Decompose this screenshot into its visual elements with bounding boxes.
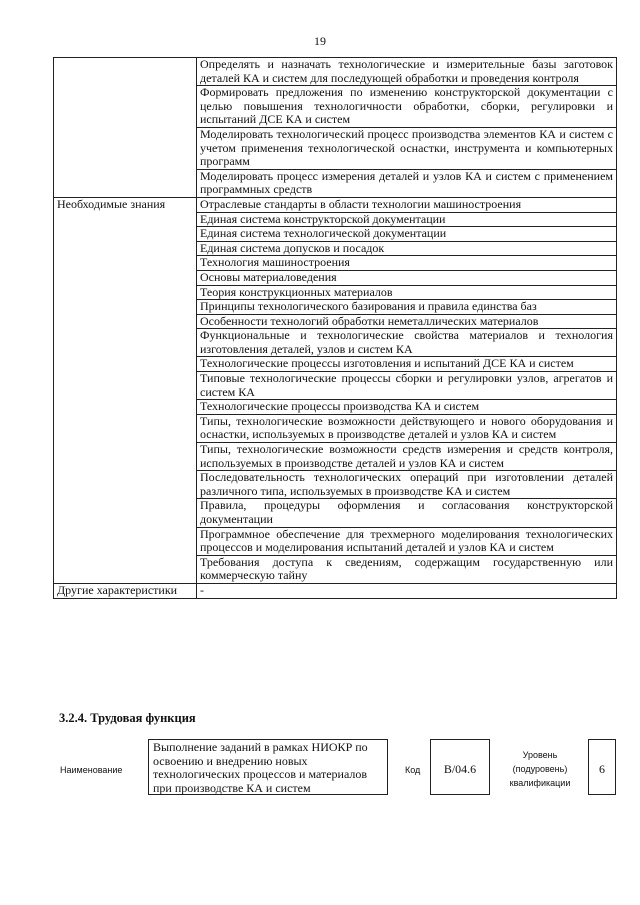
skills-label-cell bbox=[54, 58, 197, 198]
table-row bbox=[54, 197, 617, 212]
section-title: 3.2.4. Трудовая функция bbox=[59, 711, 196, 725]
knowledge-item: Технологические процессы производства КА и систем bbox=[197, 400, 617, 415]
function-name-box: Выполнение заданий в рамках НИОКР по освоению и внедрению новых технологических процессов и материалов при производстве КА и систем bbox=[148, 739, 388, 795]
other-characteristics-label: Другие характеристики bbox=[54, 583, 197, 598]
other-characteristics-value: - bbox=[197, 583, 617, 598]
knowledge-item: Технологические процессы изготовления и испытаний ДСЕ КА и систем bbox=[197, 357, 617, 372]
knowledge-item: Единая система допусков и посадок bbox=[197, 241, 617, 256]
competency-table bbox=[53, 57, 617, 599]
page-number: 19 bbox=[314, 34, 326, 48]
name-label: Наименование bbox=[60, 765, 123, 775]
skill-item: Определять и назначать технологические и измерительные базы заготовок деталей КА и систем для последующей обработки и проведения контроля bbox=[197, 58, 617, 86]
knowledge-label: Необходимые знания bbox=[54, 197, 197, 583]
knowledge-item: Правила, процедуры оформления и согласования конструкторской документации bbox=[197, 499, 617, 527]
skill-item: Моделировать технологический процесс производства элементов КА и систем с учетом применения технологической оснастки, инструмента и компьютерных программ bbox=[197, 127, 617, 169]
table-row bbox=[54, 583, 617, 598]
knowledge-item: Теория конструкционных материалов bbox=[197, 285, 617, 300]
knowledge-item: Технология машиностроения bbox=[197, 256, 617, 271]
qualification-level-label: Уровень (подуровень) квалификации bbox=[509, 750, 571, 788]
knowledge-item: Отраслевые стандарты в области технологии машиностроения bbox=[197, 197, 617, 212]
skill-item: Формировать предложения по изменению конструкторской документации с целью повышения технологичности обработки, сборки, регулировки и испытаний ДСЕ КА и систем bbox=[197, 86, 617, 128]
knowledge-item: Типы, технологические возможности действующего и нового оборудования и оснастки, используемых в производстве деталей и узлов КА и систем bbox=[197, 414, 617, 442]
knowledge-item: Функциональные и технологические свойства материалов и технология изготовления деталей, узлов и систем КА bbox=[197, 329, 617, 357]
knowledge-item: Типовые технологические процессы сборки и регулировки узлов, агрегатов и систем КА bbox=[197, 372, 617, 400]
knowledge-item: Программное обеспечение для трехмерного моделирования технологических процессов и моделирования испытаний деталей и узлов КА и систем bbox=[197, 527, 617, 555]
knowledge-item: Единая система технологической документации bbox=[197, 227, 617, 242]
knowledge-item: Особенности технологий обработки неметаллических материалов bbox=[197, 314, 617, 329]
knowledge-item: Типы, технологические возможности средств измерения и средств контроля, используемых в производстве деталей и узлов КА и систем bbox=[197, 443, 617, 471]
knowledge-item: Единая система конструкторской документации bbox=[197, 212, 617, 227]
qualification-level-box: 6 bbox=[588, 739, 616, 795]
knowledge-item: Последовательность технологических операций при изготовлении деталей различного типа, используемых в производстве КА и систем bbox=[197, 471, 617, 499]
knowledge-item: Требования доступа к сведениям, содержащим государственную или коммерческую тайну bbox=[197, 555, 617, 583]
knowledge-item: Основы материаловедения bbox=[197, 270, 617, 285]
function-code-box: B/04.6 bbox=[430, 739, 490, 795]
table-row bbox=[54, 58, 617, 86]
knowledge-item: Принципы технологического базирования и правила единства баз bbox=[197, 300, 617, 315]
code-label: Код bbox=[405, 765, 421, 775]
skill-item: Моделировать процесс измерения деталей и узлов КА и систем с применением программных средств bbox=[197, 169, 617, 197]
